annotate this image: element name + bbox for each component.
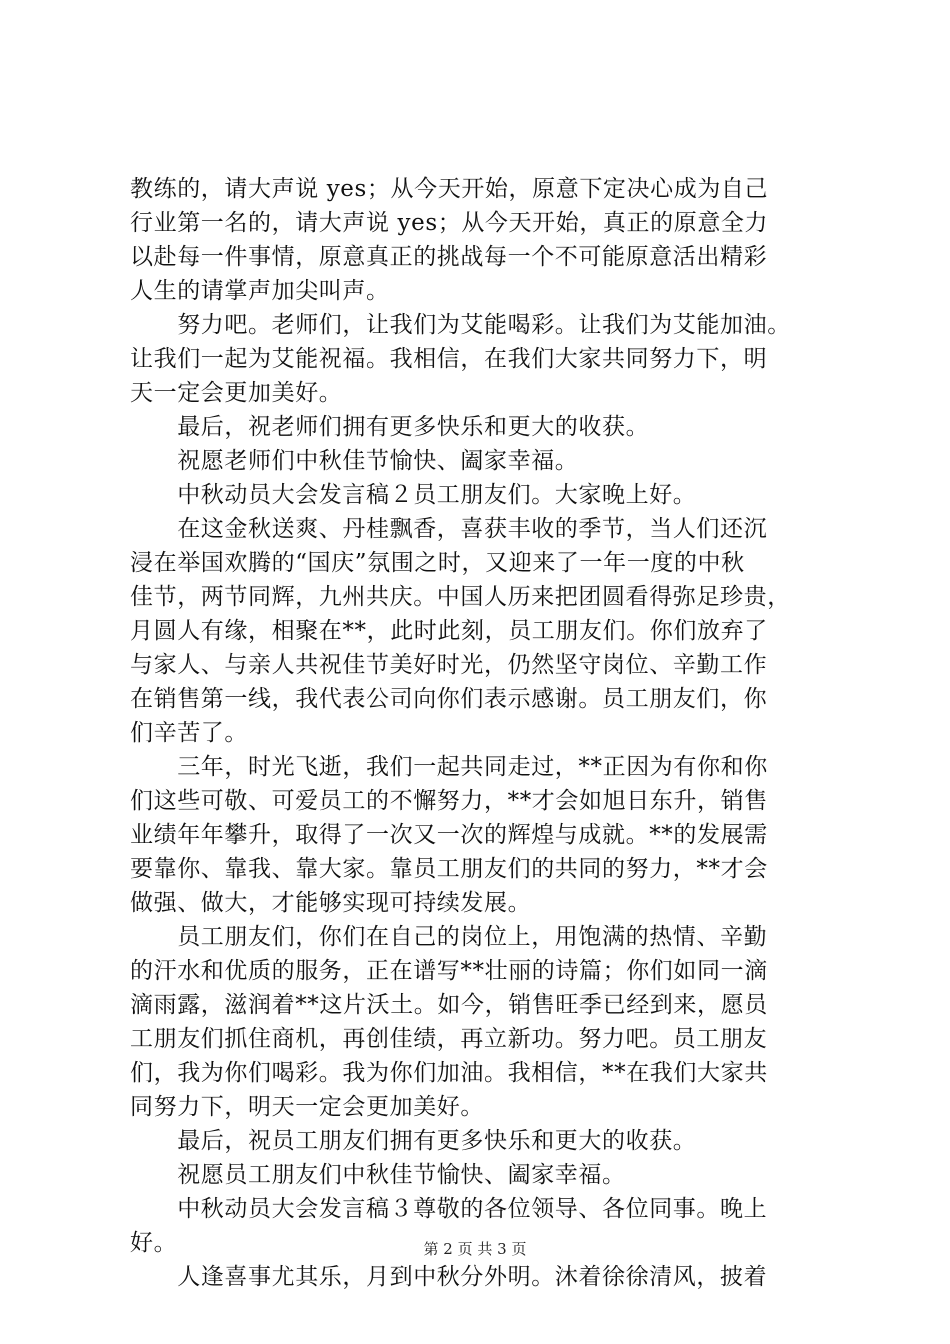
text-line: 行业第一名的，请大声说 yes；从今天开始，真正的原意全力	[130, 210, 769, 236]
text-line: 佳节，两节同辉，九州共庆。中国人历来把团圆看得弥足珍贵，	[130, 584, 791, 610]
text-line: 中秋动员大会发言稿２员工朋友们。大家晚上好。	[130, 482, 697, 508]
text-line: 三年，时光飞逝，我们一起共同走过，**正因为有你和你	[130, 754, 768, 780]
text-line: 们辛苦了。	[130, 720, 248, 746]
text-line: 滴雨露，滋润着**这片沃土。如今，销售旺季已经到来，愿员	[130, 992, 768, 1018]
text-line: 好。	[130, 1230, 178, 1256]
text-line: 在销售第一线，我代表公司向你们表示感谢。员工朋友们，你	[130, 686, 768, 712]
text-line: 月圆人有缘，相聚在**，此时此刻，员工朋友们。你们放弃了	[130, 618, 768, 644]
text-line: 最后，祝老师们拥有更多快乐和更大的收获。	[130, 414, 650, 440]
text-line: 人逢喜事尤其乐，月到中秋分外明。沐着徐徐清风，披着	[130, 1264, 768, 1290]
text-line: 业绩年年攀升，取得了一次又一次的辉煌与成就。**的发展需	[130, 822, 768, 848]
text-line: 人生的请掌声加尖叫声。	[130, 278, 390, 304]
text-line: 的汗水和优质的服务，正在谱写**壮丽的诗篇；你们如同一滴	[130, 958, 768, 984]
document-body	[130, 172, 840, 1294]
text-line: 祝愿老师们中秋佳节愉快、阖家幸福。	[130, 448, 579, 474]
text-line: 教练的，请大声说 yes；从今天开始，原意下定决心成为自己	[130, 176, 769, 202]
text-line: 做强、做大，才能够实现可持续发展。	[130, 890, 532, 916]
text-line: 努力吧。老师们，让我们为艾能喝彩。让我们为艾能加油。	[130, 312, 791, 338]
text-line: 以赴每一件事情，原意真正的挑战每一个不可能原意活出精彩	[130, 244, 768, 270]
text-line: 同努力下，明天一定会更加美好。	[130, 1094, 484, 1120]
text-line: 们这些可敬、可爱员工的不懈努力，**才会如旭日东升，销售	[130, 788, 768, 814]
text-line: 在这金秋送爽、丹桂飘香，喜获丰收的季节，当人们还沉	[130, 516, 768, 542]
text-line: 要靠你、靠我、靠大家。靠员工朋友们的共同的努力，**才会	[130, 856, 768, 882]
text-line: 工朋友们抓住商机，再创佳绩，再立新功。努力吧。员工朋友	[130, 1026, 768, 1052]
text-line: 中秋动员大会发言稿３尊敬的各位领导、各位同事。晚上	[130, 1196, 768, 1222]
text-line: 员工朋友们，你们在自己的岗位上，用饱满的热情、辛勤	[130, 924, 768, 950]
text-line: 祝愿员工朋友们中秋佳节愉快、阖家幸福。	[130, 1162, 626, 1188]
text-line: 天一定会更加美好。	[130, 380, 343, 406]
page-footer: 第 2 页 共 3 页	[423, 1240, 527, 1258]
text-line: 们，我为你们喝彩。我为你们加油。我相信，**在我们大家共	[130, 1060, 768, 1086]
text-line: 浸在举国欢腾的“国庆”氛围之时，又迎来了一年一度的中秋	[130, 550, 745, 576]
text-line: 最后，祝员工朋友们拥有更多快乐和更大的收获。	[130, 1128, 697, 1154]
text-line: 与家人、与亲人共祝佳节美好时光，仍然坚守岗位、辛勤工作	[130, 652, 768, 678]
text-line: 让我们一起为艾能祝福。我相信，在我们大家共同努力下，明	[130, 346, 768, 372]
